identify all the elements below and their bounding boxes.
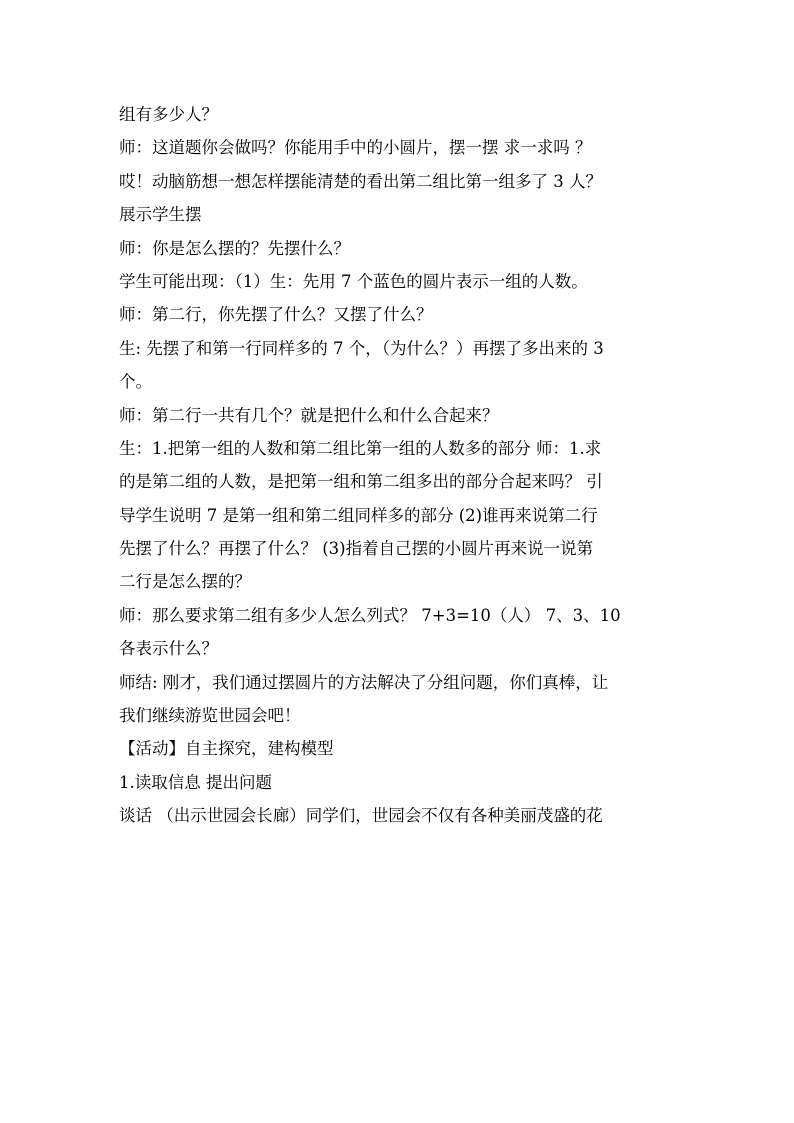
text-line: 组有多少人？ xyxy=(119,105,218,124)
text-line: 二行是怎么摆的？ xyxy=(119,572,251,592)
text-line: 导学生说明 7 是第一组和第二组同样多的部分 (2)谁再来说第二行 xyxy=(119,505,598,525)
section-heading: 【活动】自主探究，建构模型 xyxy=(119,739,334,759)
text-line: 生：1.把第一组的人数和第二组比第一组的人数多的部分 师：1.求 xyxy=(119,438,602,458)
text-line: 师结: 刚才，我们通过摆圆片的方法解决了分组问题，你们真棒，让 xyxy=(119,672,609,692)
text-line: 各表示什么？ xyxy=(119,639,218,659)
text-line: 师：你是怎么摆的？先摆什么？ xyxy=(119,238,350,258)
text-line: 师：第二行一共有几个？就是把什么和什么合起来？ xyxy=(119,405,499,425)
text-line: 师：这道题你会做吗？你能用手中的小圆片，摆一摆 求一求吗 ？ xyxy=(119,138,592,158)
text-line: 我们继续游览世园会吧！ xyxy=(119,706,301,726)
text-line: 学生可能出现：（1）生：先用 7 个蓝色的圆片表示一组的人数。 xyxy=(119,271,588,291)
text-line: 个。 xyxy=(119,372,152,392)
text-line: 师：那么要求第二组有多少人怎么列式？ 7+3=10（人） 7、3、10 xyxy=(119,605,621,625)
text-line: 谈话 （出示世园会长廊）同学们，世园会不仅有各种美丽茂盛的花 xyxy=(119,806,603,826)
text-line: 生: 先摆了和第一行同样多的 7 个，（为什么？）再摆了多出来的 3 xyxy=(119,338,604,358)
text-line: 师：第二行，你先摆了什么？又摆了什么？ xyxy=(119,305,433,325)
text-line: 的是第二组的人数，是把第一组和第二组多出的部分合起来吗？ 引 xyxy=(119,472,603,492)
text-line: 哎！动脑筋想一想怎样摆能清楚的看出第二组比第一组多了 3 人？ xyxy=(119,171,602,191)
document-body xyxy=(119,98,679,833)
subsection-heading: 1.读取信息 提出问题 xyxy=(119,772,272,792)
text-line: 先摆了什么？再摆了什么？ (3)指着自己摆的小圆片再来说一说第 xyxy=(119,539,594,559)
text-line: 展示学生摆 xyxy=(119,205,202,225)
